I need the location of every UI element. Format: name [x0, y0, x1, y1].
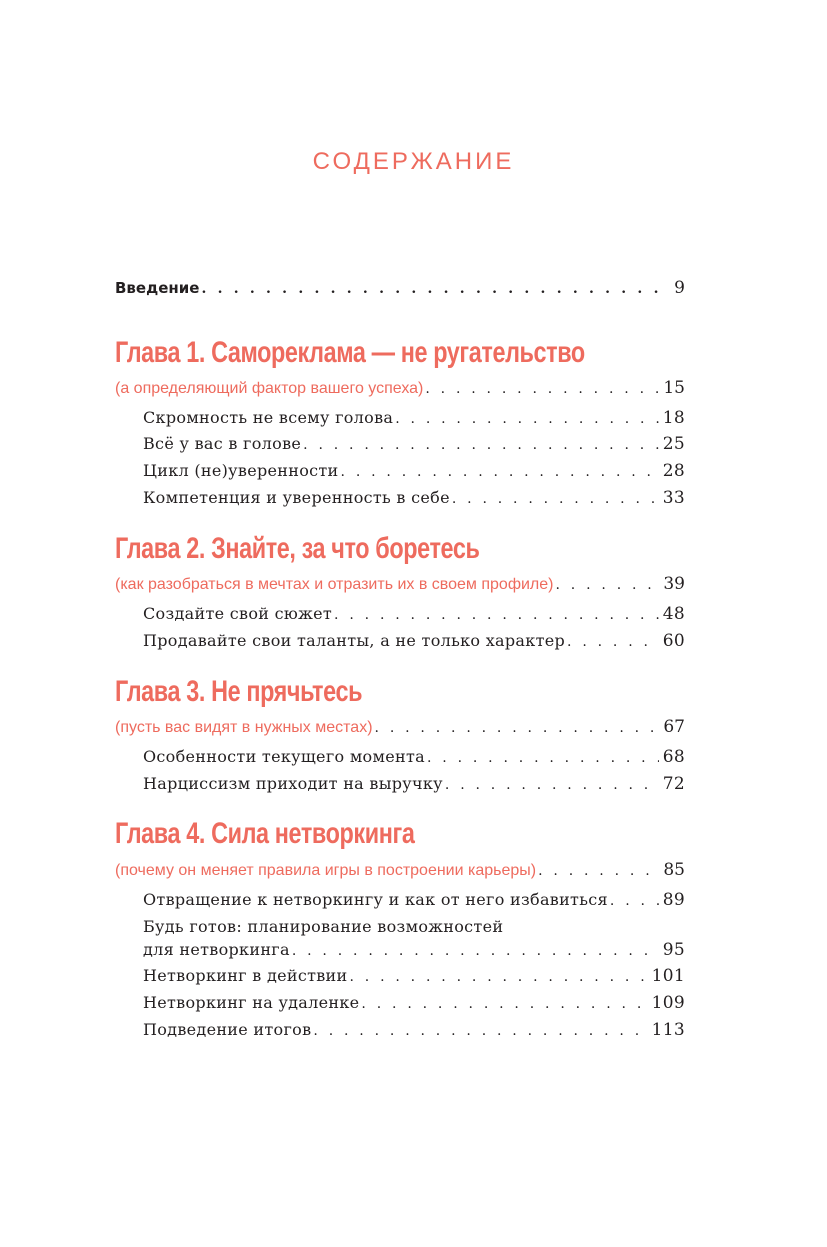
chapter-1-title[interactable]: Глава 1. Самореклама — не ругательство — [115, 336, 585, 369]
leader-dots — [610, 893, 659, 909]
chapter-1-subtitle[interactable] — [115, 378, 685, 398]
toc-page-number: 39 — [663, 574, 685, 594]
toc-page-number: 109 — [651, 993, 685, 1013]
toc-section-label: Цикл (не)уверенности — [143, 461, 339, 480]
toc-section-label: Компетенция и уверенность в себе — [143, 488, 450, 507]
toc-page-number: 25 — [662, 434, 685, 454]
toc-section-label: Отвращение к нетворкингу и как от него избавиться — [143, 890, 608, 909]
toc-section-label: Особенности текущего момента — [143, 747, 425, 766]
toc-section-item[interactable] — [143, 461, 685, 481]
toc-section-item[interactable] — [143, 966, 685, 986]
leader-dots — [452, 491, 659, 507]
toc-section-label: Нетворкинг в действии — [143, 966, 348, 985]
toc-section-item[interactable] — [143, 631, 685, 651]
toc-section-item[interactable] — [143, 747, 685, 767]
leader-dots — [334, 607, 659, 623]
toc-section-label: Скромность не всему голова — [143, 408, 394, 427]
leader-dots — [341, 464, 659, 480]
toc-section-label: Подведение итогов — [143, 1020, 312, 1039]
toc-section-item[interactable] — [143, 488, 685, 508]
toc-page-number: 15 — [663, 378, 685, 398]
toc-page-number: 48 — [662, 604, 685, 624]
toc-page-number: 67 — [663, 717, 685, 737]
toc-section-item[interactable] — [143, 940, 685, 960]
toc-page-number: 95 — [662, 940, 685, 960]
chapter-subtitle-label: (почему он меняет правила игры в построении карьеры) — [115, 862, 537, 879]
toc-section-label: Нарциссизм приходит на выручку — [143, 774, 443, 793]
toc-section-item[interactable] — [143, 408, 685, 428]
toc-page-number: 9 — [674, 278, 685, 298]
leader-dots — [556, 577, 660, 593]
leader-dots — [313, 1023, 649, 1039]
leader-dots — [445, 777, 659, 793]
leader-dots — [292, 943, 659, 959]
toc-page-number: 33 — [662, 488, 685, 508]
chapter-3-title[interactable]: Глава 3. Не прячьтесь — [115, 675, 363, 708]
chapter-subtitle-label: (а определяющий фактор вашего успеха) — [115, 380, 424, 397]
chapter-subtitle-label: (как разобраться в мечтах и отразить их в своем профиле) — [115, 576, 554, 593]
toc-page-number: 101 — [651, 966, 685, 986]
leader-dots — [201, 281, 659, 297]
chapter-2-title[interactable]: Глава 2. Знайте, за что боретесь — [115, 532, 480, 565]
chapter-4-subtitle[interactable] — [115, 860, 685, 880]
toc-entry-intro[interactable] — [115, 278, 685, 298]
chapter-4-title[interactable]: Глава 4. Сила нетворкинга — [115, 817, 415, 850]
toc-section-item[interactable] — [143, 1020, 685, 1040]
toc-page-number: 18 — [662, 408, 685, 428]
toc-section-item[interactable] — [143, 604, 685, 624]
toc-section-item[interactable] — [143, 774, 685, 794]
toc-page-number: 89 — [662, 890, 685, 910]
toc-section-label: Создайте свой сюжет — [143, 604, 333, 623]
leader-dots — [375, 720, 659, 736]
toc-page-number: 85 — [663, 860, 685, 880]
chapter-3-subtitle[interactable] — [115, 717, 685, 737]
leader-dots — [361, 996, 649, 1012]
toc-section-label: Всё у вас в голове — [143, 434, 302, 453]
chapter-2-subtitle[interactable] — [115, 574, 685, 594]
toc-section-item[interactable] — [143, 434, 685, 454]
toc-page-number: 68 — [662, 747, 685, 767]
chapter-subtitle-label: (пусть вас видят в нужных местах) — [115, 719, 373, 736]
leader-dots — [427, 750, 659, 766]
toc-section-item[interactable] — [143, 890, 685, 910]
toc-section-label: для нетворкинга — [143, 940, 290, 959]
leader-dots — [395, 411, 659, 427]
toc-section-label-line1[interactable]: Будь готов: планирование возможностей — [143, 917, 504, 936]
toc-page-number: 72 — [662, 774, 685, 794]
leader-dots — [538, 863, 659, 879]
toc-section-label: Нетворкинг на удаленке — [143, 993, 360, 1012]
toc-page-number: 113 — [651, 1020, 685, 1040]
leader-dots — [349, 969, 649, 985]
toc-section-label: Продавайте свои таланты, а не только характер — [143, 631, 566, 650]
toc-page-number: 28 — [662, 461, 685, 481]
leader-dots — [303, 437, 659, 453]
toc-section-item[interactable] — [143, 993, 685, 1013]
leader-dots — [425, 381, 659, 397]
page-title: СОДЕРЖАНИЕ — [312, 148, 515, 175]
toc-page-number: 60 — [662, 631, 685, 651]
leader-dots — [567, 634, 659, 650]
toc-entry-label: Введение — [115, 279, 200, 297]
